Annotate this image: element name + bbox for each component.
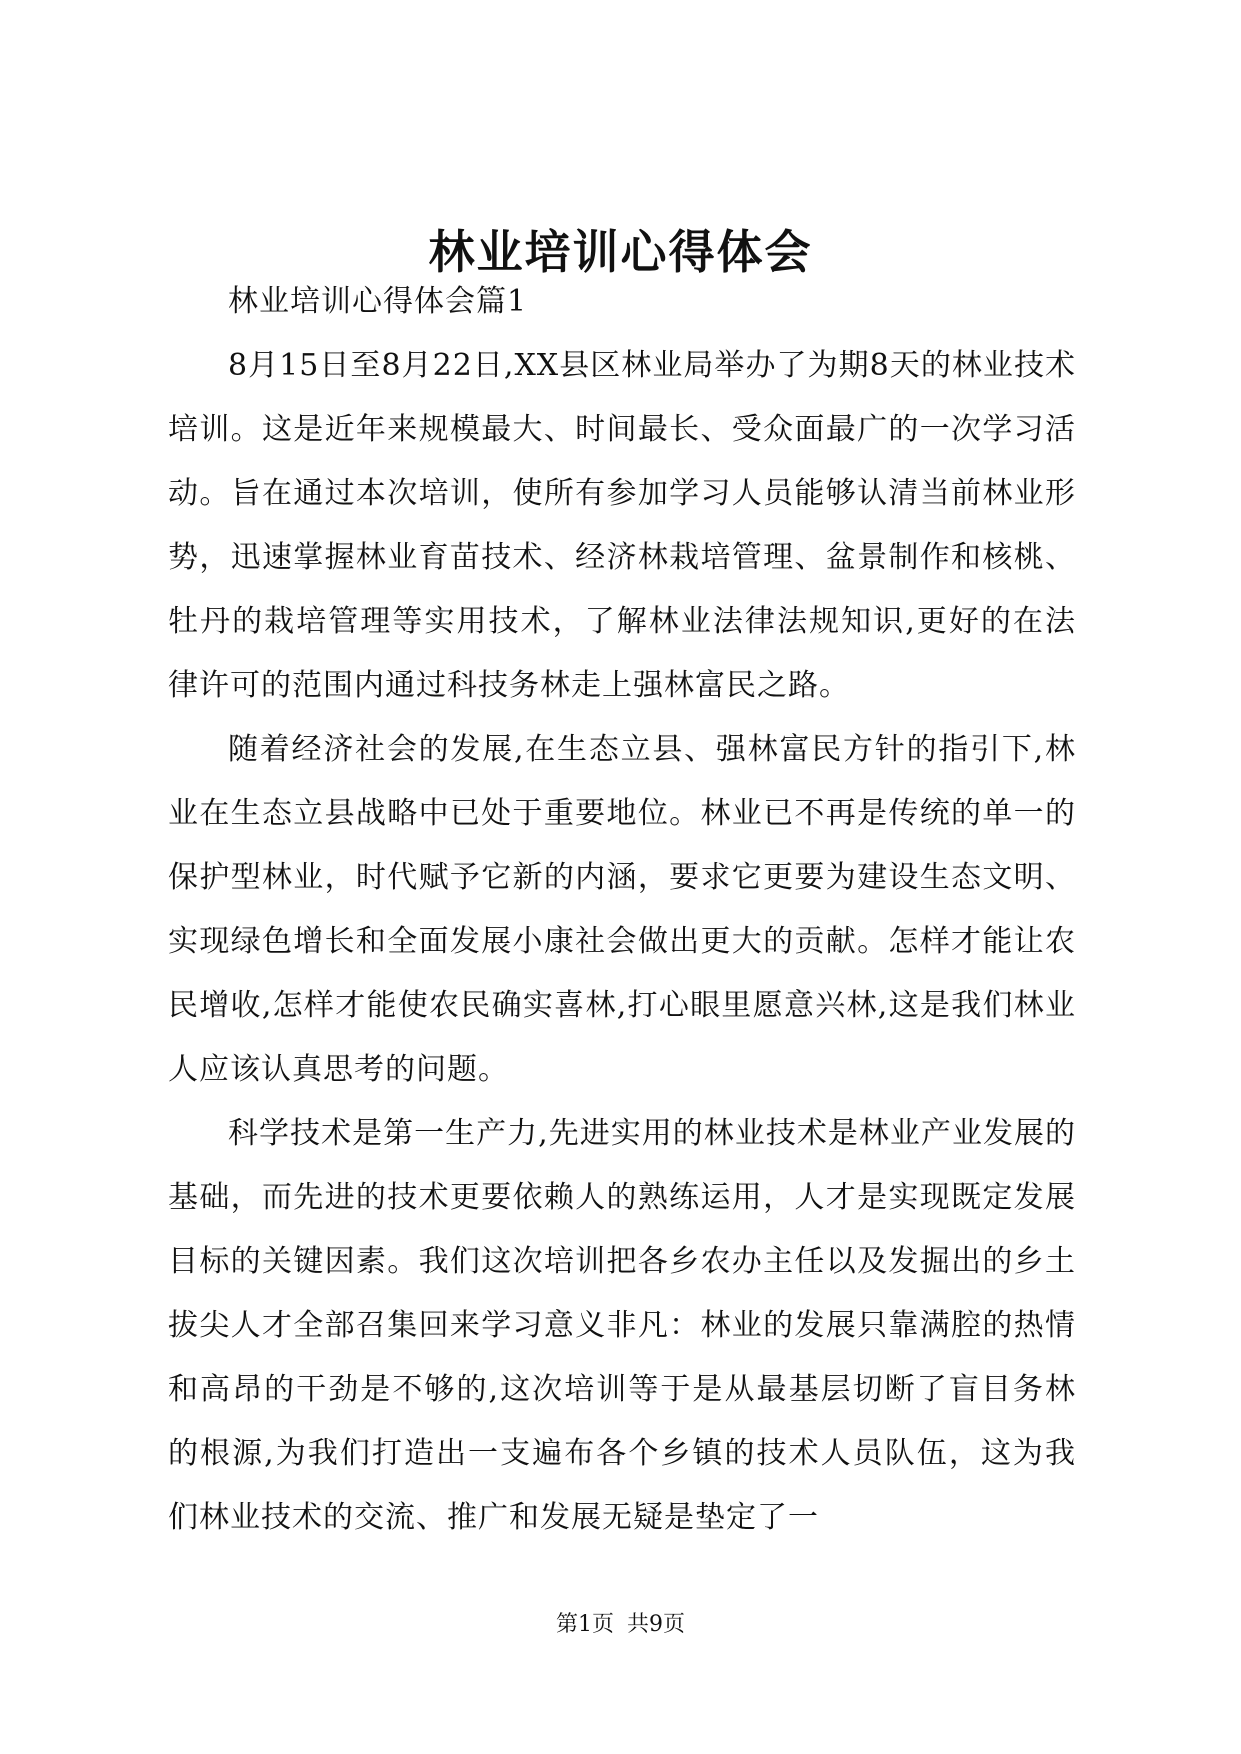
paragraph-3: 科学技术是第一生产力,先进实用的林业技术是林业产业发展的基础，而先进的技术更要依赖人的熟练运用，人才是实现既定发展目标的关键因素。我们这次培训把各乡农办主任以及发掘出的乡土拔尖人才全部召集回来学习意义非凡：林业的发展只靠满腔的热情和高昂的干劲是不够的,这次培训等于是从最基层切断了盲目务林的根源,为我们打造出一支遍布各个乡镇的技术人员队伍，这为我们林业技术的交流、推广和发展无疑是垫定了一 [168,1116,1076,1535]
document-body [168,270,1076,1550]
paragraph-1: 8月15日至8月22日,XX县区林业局举办了为期8天的林业技术培训。这是近年来规模最大、时间最长、受众面最广的一次学习活动。旨在通过本次培训，使所有参加学习人员能够认清当前林业形势，迅速掌握林业育苗技术、经济林栽培管理、盆景制作和核桃、牡丹的栽培管理等实用技术，了解林业法律法规知识,更好的在法律许可的范围内通过科技务林走上强林富民之路。 [168,348,1076,703]
page-footer: 第1页 共9页 [556,1612,685,1637]
document-title: 林业培训心得体会 [428,225,813,279]
paragraph-2: 随着经济社会的发展,在生态立县、强林富民方针的指引下,林业在生态立县战略中已处于重要地位。林业已不再是传统的单一的保护型林业，时代赋予它新的内涵，要求它更要为建设生态文明、实现绿色增长和全面发展小康社会做出更大的贡献。怎样才能让农民增收,怎样才能使农民确实喜林,打心眼里愿意兴林,这是我们林业人应该认真思考的问题。 [168,732,1076,1087]
document-subtitle: 林业培训心得体会篇1 [228,284,528,319]
